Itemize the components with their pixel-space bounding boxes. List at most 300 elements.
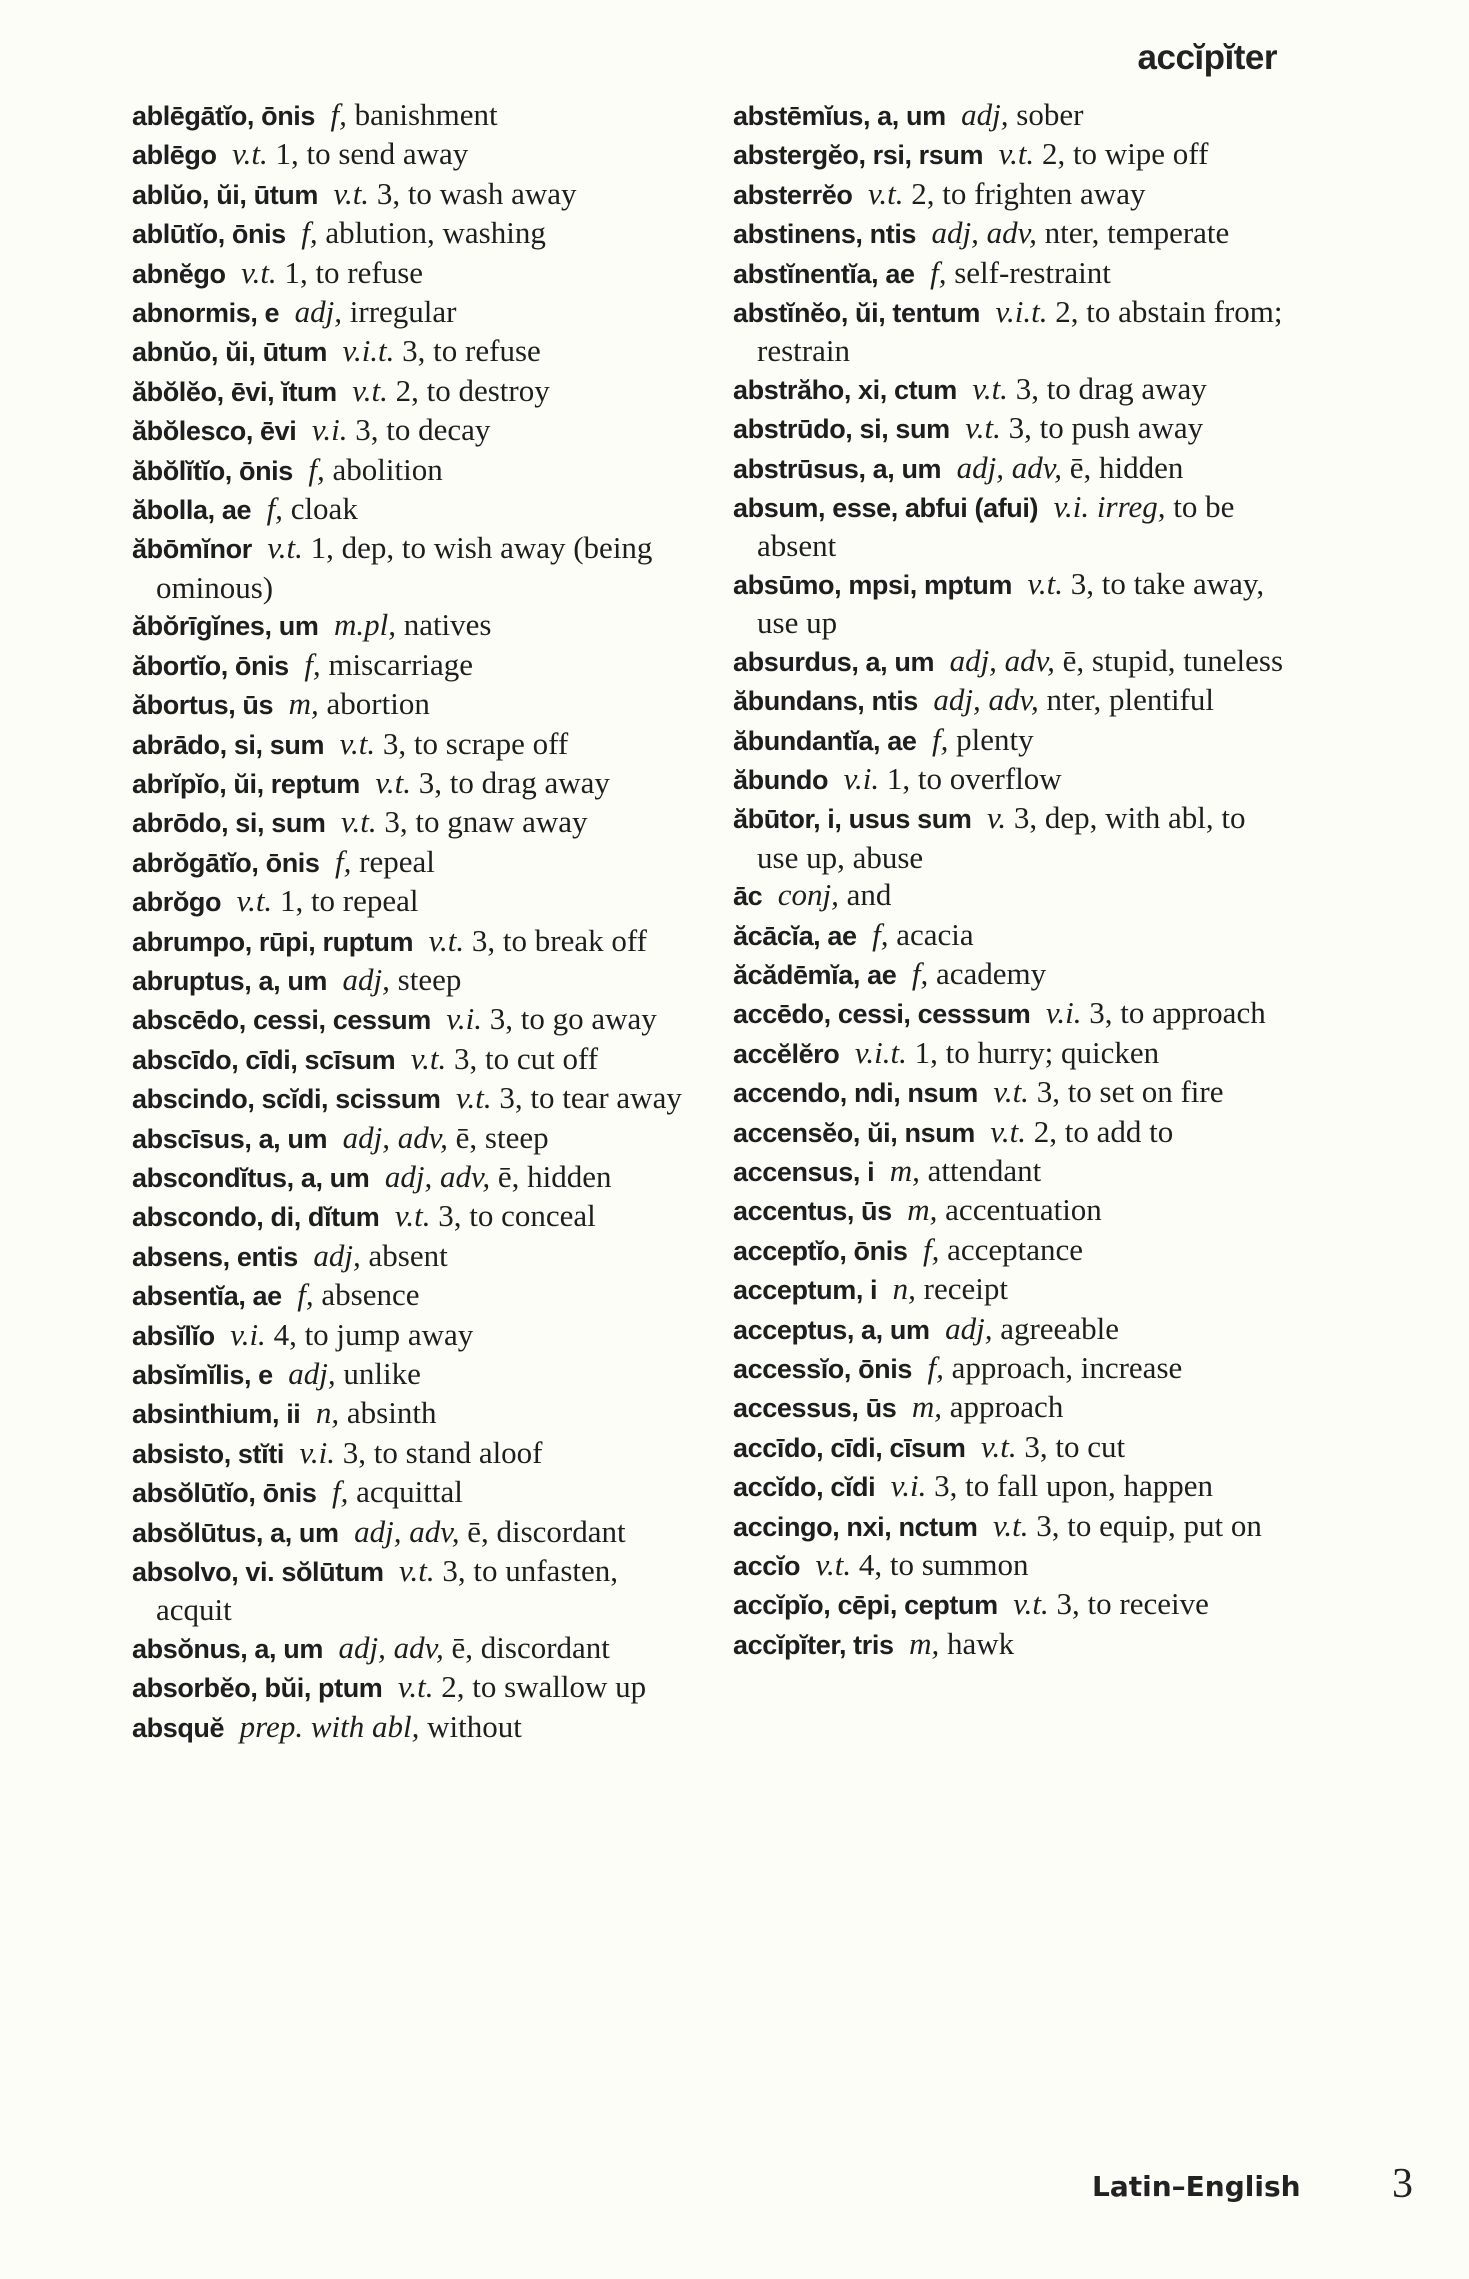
grammar-label: v.t. [998, 136, 1035, 172]
definition: 2, to add to [1033, 1113, 1174, 1149]
dictionary-entry [132, 411, 692, 450]
grammar-label: v.i. [890, 1468, 927, 1504]
dictionary-entry [733, 799, 1293, 876]
definition: natives [403, 607, 492, 643]
dictionary-entry [132, 490, 692, 529]
grammar-label: m, [889, 1152, 920, 1188]
definition: absent [368, 1237, 448, 1273]
definition: 3, to drag away [1015, 370, 1207, 406]
dictionary-entry [132, 451, 692, 490]
grammar-label: v.t. [341, 804, 377, 840]
definition: 3, to equip, put on [1036, 1507, 1262, 1543]
definition: 3, to go away [489, 1001, 657, 1037]
dictionary-entry [733, 1152, 1293, 1191]
definition: academy [935, 955, 1047, 991]
dictionary-entry [733, 449, 1293, 488]
headword: abscondo, di, dĭtum [132, 1202, 380, 1233]
headword: ablūtĭo, ōnis [132, 219, 286, 250]
definition: acceptance [947, 1231, 1084, 1267]
grammar-label: f, [304, 646, 321, 682]
headword: ăbūtor, i, usus sum [733, 804, 972, 835]
grammar-label: v.t. [990, 1113, 1026, 1149]
dictionary-entry [132, 1158, 692, 1197]
dictionary-entry [132, 529, 692, 606]
headword: abscīsus, a, um [132, 1123, 328, 1154]
headword: ăbolla, ae [132, 495, 252, 526]
headword: absŏlūtĭo, ōnis [132, 1478, 317, 1509]
grammar-label: v.t. [241, 254, 277, 290]
grammar-label: adj, adv, [384, 1158, 491, 1194]
headword: absinthium, ii [132, 1399, 301, 1430]
dictionary-entry [132, 372, 692, 411]
headword: abstinens, ntis [733, 219, 917, 250]
grammar-label: v.t. [992, 1507, 1029, 1543]
headword: ăbŏlĭtĭo, ōnis [132, 455, 293, 486]
dictionary-entry [733, 1191, 1293, 1230]
headword: accensus, i [733, 1156, 875, 1187]
left-column [132, 96, 692, 1747]
dictionary-entry [733, 1113, 1293, 1152]
definition: 3, to scrape off [382, 725, 569, 761]
headword: abruptus, a, um [132, 965, 328, 996]
grammar-label: v.i. [311, 412, 348, 448]
headword: absŏnus, a, um [132, 1633, 323, 1664]
grammar-label: f, [927, 1350, 944, 1385]
grammar-label: v.t. [267, 530, 303, 566]
dictionary-entry [132, 214, 692, 253]
definition: ē, hidden [497, 1158, 612, 1194]
grammar-label: f, [931, 721, 949, 757]
definition: agreeable [1000, 1310, 1119, 1346]
headword: abnŭo, ŭi, ūtum [132, 337, 327, 368]
dictionary-entry [733, 721, 1293, 760]
headword: absurdus, a, um [733, 646, 935, 677]
grammar-label: f, [332, 1474, 349, 1510]
grammar-label: adj, [288, 1356, 336, 1391]
dictionary-entry [132, 1394, 692, 1433]
grammar-label: v.t. [428, 922, 465, 958]
grammar-label: f, [930, 254, 947, 290]
definition: absinth [346, 1395, 437, 1431]
dictionary-entry [132, 135, 692, 174]
headword: absŏlūtus, a, um [132, 1517, 339, 1548]
dictionary-entry [132, 1276, 692, 1315]
definition: attendant [927, 1152, 1042, 1188]
headword: accĭdo, cĭdi [733, 1472, 876, 1503]
definition: cloak [290, 491, 358, 527]
headword: absquĕ [132, 1712, 225, 1743]
dictionary-entry [132, 843, 692, 882]
dictionary-entry [132, 175, 692, 214]
grammar-label: v.i. [230, 1316, 266, 1352]
definition: miscarriage [328, 646, 474, 682]
headword: accīdo, cīdi, cīsum [733, 1432, 966, 1463]
headword: ăbortus, ūs [132, 690, 274, 721]
grammar-label: v.t. [236, 883, 273, 919]
headword: abscēdo, cessi, cessum [132, 1005, 431, 1036]
dictionary-entry [132, 882, 692, 921]
definition: irregular [349, 294, 457, 330]
dictionary-entry [132, 961, 692, 1000]
headword: accensĕo, ŭi, nsum [733, 1117, 975, 1148]
headword: ăbundans, ntis [733, 686, 918, 717]
dictionary-entry [733, 175, 1293, 214]
dictionary-entry [733, 135, 1293, 174]
definition: 3, dep, with abl, to use up, abuse [757, 800, 1246, 875]
grammar-label: adj, adv, [949, 642, 1055, 678]
grammar-label: v.i.t. [854, 1034, 907, 1070]
dictionary-entry [733, 370, 1293, 409]
grammar-label: m, [911, 1389, 942, 1425]
headword: ăbŏlĕo, ēvi, ĭtum [132, 376, 337, 407]
grammar-label: v.i. [1045, 995, 1082, 1031]
definition: acacia [896, 916, 974, 952]
headword: ăbortĭo, ōnis [132, 650, 289, 681]
grammar-label: v.t. [397, 1669, 434, 1705]
headword: ablēgo [132, 140, 217, 171]
grammar-label: v.t. [399, 1553, 435, 1589]
dictionary-entry [733, 760, 1293, 799]
grammar-label: v.i. [843, 760, 880, 796]
headword: absūmo, mpsi, mptum [733, 569, 1012, 600]
definition: unlike [343, 1356, 421, 1391]
headword: absterrĕo [733, 179, 853, 210]
dictionary-entry [733, 1073, 1293, 1112]
definition: abolition [332, 451, 443, 487]
definition: 3, to drag away [418, 764, 610, 800]
definition: 2, to abstain from; restrain [757, 294, 1283, 369]
definition: 2, to wipe off [1041, 136, 1209, 172]
definition: to be absent [757, 489, 1235, 564]
headword: ăbundo [733, 764, 829, 795]
grammar-label: f, [308, 451, 325, 487]
definition: 3, to cut off [454, 1040, 599, 1076]
page-number: 3 [1392, 2161, 1413, 2207]
grammar-label: adj, adv, [956, 449, 1062, 485]
definition: ē, stupid, tuneless [1062, 642, 1284, 678]
definition: 3, to take away, use up [757, 565, 1265, 641]
headword: ăbŏlesco, ēvi [132, 416, 297, 447]
dictionary-entry [132, 1513, 692, 1552]
dictionary-entry [132, 1197, 692, 1236]
dictionary-entry [733, 876, 1293, 915]
definition: approach, increase [951, 1350, 1183, 1385]
dictionary-entry [733, 409, 1293, 448]
definition: 1, to hurry; quicken [914, 1034, 1160, 1070]
grammar-label: v.i.t. [995, 294, 1048, 330]
definition: 3, to tear away [499, 1080, 682, 1116]
definition: 4, to summon [858, 1547, 1029, 1583]
dictionary-entry [132, 1119, 692, 1158]
definition: acquittal [356, 1474, 463, 1510]
headword: abrĭpĭo, ŭi, reptum [132, 768, 360, 799]
dictionary-entry [733, 254, 1293, 293]
grammar-label: adj, [294, 294, 343, 330]
grammar-label: v.i. [299, 1434, 336, 1470]
headword: accĭpĭo, cēpi, ceptum [733, 1590, 998, 1621]
grammar-label: n, [892, 1271, 916, 1307]
headword: abrŏgo [132, 887, 222, 918]
grammar-label: adj, adv, [342, 1119, 448, 1155]
headword: ăbundantĭa, ae [733, 725, 917, 756]
dictionary-entry [733, 916, 1293, 955]
definition: 1, to send away [275, 136, 469, 172]
headword: absĭlĭo [132, 1320, 215, 1351]
grammar-label: adj, adv, [354, 1513, 460, 1549]
grammar-label: v.t. [352, 372, 388, 408]
grammar-label: v.t. [1013, 1586, 1049, 1622]
grammar-label: f, [297, 1277, 314, 1313]
definition: self-restraint [954, 254, 1111, 290]
grammar-label: v.t. [232, 136, 268, 172]
headword: āc [733, 881, 763, 912]
grammar-label: v.t. [410, 1040, 447, 1076]
dictionary-entry [132, 293, 692, 332]
headword: accingo, nxi, nctum [733, 1511, 978, 1542]
definition: 3, to unfasten, acquit [156, 1553, 619, 1628]
definition: 1, dep, to wish away (being ominous) [156, 530, 653, 605]
definition: approach [949, 1389, 1064, 1425]
headword: absisto, stĭti [132, 1438, 284, 1469]
headword: abnĕgo [132, 258, 226, 289]
grammar-label: f, [911, 955, 929, 991]
dictionary-entry [733, 1428, 1293, 1467]
definition: accentuation [945, 1192, 1102, 1228]
dictionary-entry [733, 565, 1293, 642]
headword: abstrăho, xi, ctum [733, 374, 957, 405]
headword: absolvo, vi. sŏlūtum [132, 1557, 384, 1588]
headword: abstrūsus, a, um [733, 453, 942, 484]
grammar-label: conj, [777, 877, 839, 913]
definition: absence [321, 1277, 420, 1313]
grammar-label: adj, [313, 1237, 361, 1273]
grammar-label: v.i. [446, 1001, 482, 1037]
grammar-label: v.t. [394, 1198, 431, 1234]
dictionary-entry [132, 646, 692, 685]
grammar-label: adj, adv, [931, 215, 1037, 251]
grammar-label: f, [922, 1231, 940, 1267]
grammar-label: m, [288, 686, 319, 722]
grammar-label: v.t. [993, 1074, 1029, 1110]
definition: 3, to decay [355, 412, 491, 448]
grammar-label: adj, adv, [933, 682, 1039, 718]
grammar-label: m.pl, [333, 607, 396, 643]
headword: acceptum, i [733, 1275, 878, 1306]
headword: abrumpo, rūpi, ruptum [132, 926, 414, 957]
grammar-label: f, [872, 916, 889, 952]
dictionary-entry [132, 606, 692, 645]
definition: repeal [359, 843, 435, 879]
headword: absorbĕo, bŭi, ptum [132, 1673, 383, 1704]
dictionary-entry [132, 332, 692, 371]
grammar-label: f, [301, 215, 318, 251]
headword: accessĭo, ōnis [733, 1354, 912, 1384]
headword: accēdo, cessi, cesssum [733, 999, 1031, 1030]
grammar-label: adj, adv, [338, 1629, 444, 1665]
dictionary-entry [132, 1000, 692, 1039]
dictionary-entry [733, 1467, 1293, 1506]
dictionary-entry [733, 1625, 1293, 1664]
grammar-label: prep. with abl, [239, 1708, 420, 1744]
dictionary-entry [733, 488, 1293, 565]
grammar-label: f, [335, 843, 352, 879]
headword: abrādo, si, sum [132, 729, 325, 760]
headword: abstĭnĕo, ŭi, tentum [733, 298, 981, 329]
dictionary-entry [132, 96, 692, 135]
dictionary-entry [733, 642, 1293, 681]
dictionary-entry [132, 1316, 692, 1355]
grammar-label: v.t. [965, 410, 1001, 446]
dictionary-entry [733, 681, 1293, 720]
grammar-label: v.t. [375, 764, 411, 800]
headword: abrŏgātĭo, ōnis [132, 847, 320, 878]
headword: acceptus, a, um [733, 1314, 930, 1345]
definition: hawk [946, 1625, 1015, 1661]
grammar-label: v.t. [1027, 565, 1064, 601]
dictionary-entry [132, 725, 692, 764]
dictionary-entry [733, 1349, 1293, 1388]
grammar-label: adj, [945, 1310, 993, 1346]
dictionary-entry [132, 764, 692, 803]
grammar-label: v.t. [867, 175, 904, 211]
section-label: Latin–English [1092, 2170, 1301, 2203]
grammar-label: m, [909, 1625, 940, 1661]
dictionary-entry [132, 803, 692, 842]
dictionary-entry [132, 922, 692, 961]
dictionary-entry [733, 1546, 1293, 1585]
dictionary-entry [733, 214, 1293, 253]
definition: 3, to conceal [438, 1198, 596, 1234]
headword: acceptĭo, ōnis [733, 1235, 908, 1266]
grammar-label: v.t. [981, 1428, 1017, 1464]
definition: 3, to fall upon, happen [934, 1468, 1214, 1504]
dictionary-entry [733, 1034, 1293, 1073]
grammar-label: f, [330, 97, 347, 132]
definition: nter, plentiful [1046, 682, 1214, 718]
definition: 1, to repeal [279, 883, 419, 919]
headword: ablŭo, ŭi, ūtum [132, 179, 318, 210]
dictionary-entry [132, 1237, 692, 1276]
definition: without [427, 1708, 522, 1744]
headword: abstergĕo, rsi, rsum [733, 140, 984, 171]
dictionary-entry [733, 1585, 1293, 1624]
dictionary-entry [132, 1473, 692, 1512]
right-column [733, 96, 1293, 1664]
headword: ăcădēmĭa, ae [733, 959, 897, 990]
dictionary-entry [132, 1079, 692, 1118]
definition: steep [397, 961, 462, 997]
grammar-label: adj, [961, 97, 1009, 132]
definition: 3, to gnaw away [384, 804, 588, 840]
dictionary-entry [132, 1708, 692, 1747]
dictionary-entry [733, 1507, 1293, 1546]
definition: 1, to overflow [886, 760, 1062, 796]
dictionary-entry [132, 1552, 692, 1629]
dictionary-entry [733, 1231, 1293, 1270]
dictionary-entry [132, 1040, 692, 1079]
definition: 3, to set on fire [1036, 1074, 1224, 1110]
grammar-label: f, [266, 491, 283, 527]
dictionary-entry [733, 994, 1293, 1033]
definition: 3, to stand aloof [342, 1434, 543, 1470]
dictionary-entry [733, 1310, 1293, 1349]
definition: 3, to approach [1089, 995, 1266, 1031]
grammar-label: v.t. [333, 175, 370, 211]
headword: accendo, ndi, nsum [733, 1078, 978, 1109]
definition: ē, hidden [1069, 449, 1184, 485]
headword: abstēmĭus, a, um [733, 101, 946, 131]
grammar-label: m, [907, 1192, 938, 1228]
headword: abstrūdo, si, sum [733, 414, 950, 445]
running-head: accĭpĭter [1137, 38, 1277, 77]
definition: banishment [354, 97, 498, 132]
grammar-label: v.t. [339, 725, 376, 761]
grammar-label: v. [986, 800, 1007, 836]
definition: 3, to wash away [376, 175, 577, 211]
grammar-label: v.i. irreg, [1053, 489, 1166, 525]
dictionary-entry [733, 96, 1293, 135]
headword: absum, esse, abfui (afui) [733, 493, 1039, 524]
definition: ablution, washing [325, 215, 546, 251]
dictionary-entry [132, 1629, 692, 1668]
headword: abrōdo, si, sum [132, 808, 326, 839]
headword: abnormis, e [132, 298, 280, 329]
definition: 3, to receive [1056, 1586, 1209, 1622]
definition: 4, to jump away [273, 1316, 474, 1352]
dictionary-entry [733, 1388, 1293, 1427]
dictionary-entry [132, 1434, 692, 1473]
headword: accĭo [733, 1551, 801, 1582]
dictionary-entry [733, 955, 1293, 994]
definition: 2, to frighten away [911, 175, 1146, 211]
headword: ăbōmĭnor [132, 534, 252, 565]
definition: nter, temperate [1044, 215, 1230, 251]
definition: 1, to refuse [284, 254, 424, 290]
dictionary-entry [132, 1668, 692, 1707]
dictionary-entry [733, 1270, 1293, 1309]
definition: 3, to refuse [402, 333, 541, 369]
definition: sober [1016, 97, 1084, 132]
headword: accĭpĭter, tris [733, 1629, 894, 1660]
definition: plenty [956, 721, 1034, 757]
headword: abscondĭtus, a, um [132, 1162, 370, 1193]
grammar-label: adj, [342, 961, 390, 997]
headword: abscīdo, cīdi, scīsum [132, 1044, 396, 1075]
definition: abortion [326, 686, 430, 722]
headword: abstĭnentĭa, ae [733, 258, 915, 289]
definition: ē, discordant [451, 1629, 610, 1665]
definition: 3, to push away [1008, 410, 1204, 446]
grammar-label: v.i.t. [342, 333, 395, 369]
grammar-label: v.t. [815, 1547, 852, 1583]
headword: ăbŏrīgĭnes, um [132, 611, 319, 642]
grammar-label: v.t. [456, 1080, 492, 1116]
definition: 3, to break off [471, 922, 647, 958]
definition: 2, to destroy [395, 372, 550, 408]
grammar-label: n, [315, 1395, 340, 1431]
headword: abscindo, scĭdi, scissum [132, 1084, 441, 1115]
dictionary-entry [132, 1355, 692, 1394]
definition: ē, discordant [467, 1513, 626, 1549]
headword: accĕlĕro [733, 1038, 840, 1069]
dictionary-entry [132, 254, 692, 293]
dictionary-entry [132, 685, 692, 724]
definition: ē, steep [455, 1119, 549, 1155]
headword: ablēgātĭo, ōnis [132, 101, 316, 131]
dictionary-entry [733, 293, 1293, 370]
headword: accessus, ūs [733, 1393, 897, 1424]
definition: 2, to swallow up [441, 1669, 647, 1705]
